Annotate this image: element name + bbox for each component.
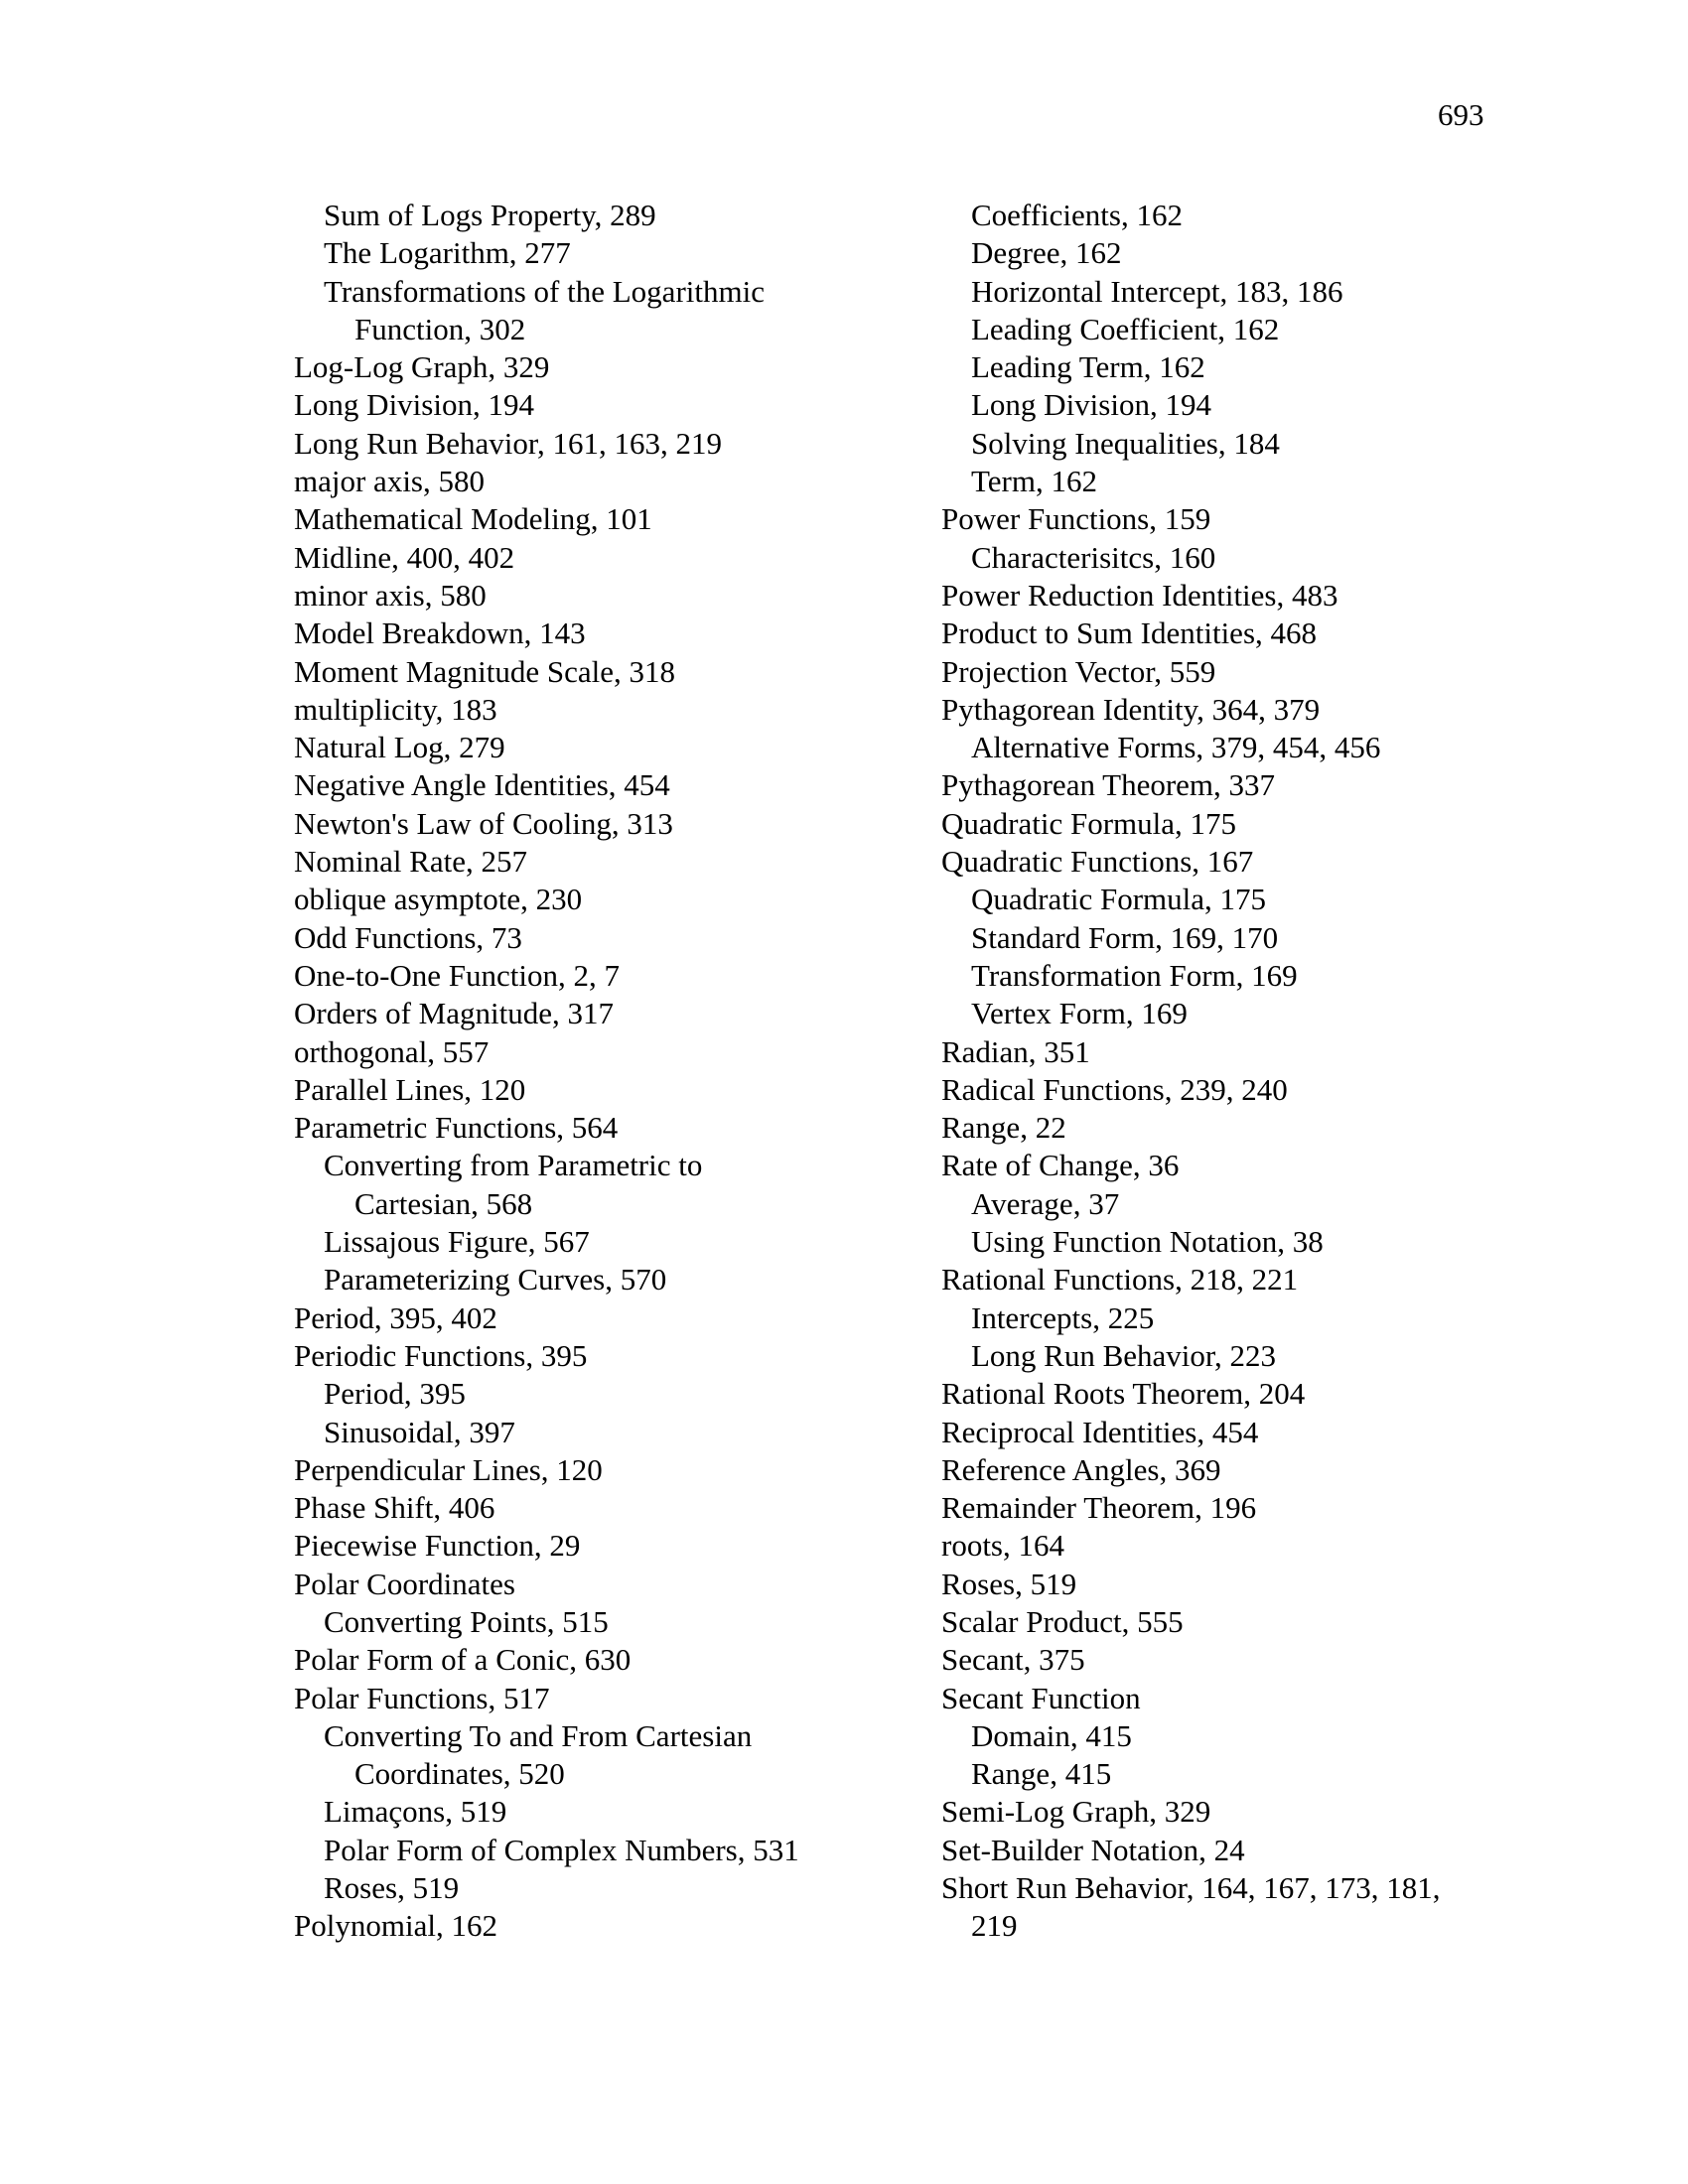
index-entry: Secant, 375 — [941, 1642, 1085, 1678]
index-entry: multiplicity, 183 — [294, 691, 497, 727]
index-entry: Period, 395, 402 — [294, 1299, 497, 1335]
index-entry: Log-Log Graph, 329 — [294, 349, 550, 385]
page-number: 693 — [1438, 97, 1484, 132]
index-entry: Polar Functions, 517 — [294, 1680, 550, 1715]
index-entry: The Logarithm, 277 — [324, 235, 571, 271]
index-entry: Long Run Behavior, 223 — [971, 1337, 1277, 1373]
index-entry: Scalar Product, 555 — [941, 1603, 1184, 1639]
index-entry: Lissajous Figure, 567 — [324, 1224, 590, 1260]
index-entry: Transformation Form, 169 — [971, 957, 1298, 993]
index-entry: Range, 22 — [941, 1110, 1066, 1146]
index-entry: Projection Vector, 559 — [941, 653, 1216, 689]
index-entry: Horizontal Intercept, 183, 186 — [971, 273, 1343, 309]
index-entry: Parameterizing Curves, 570 — [324, 1262, 667, 1297]
index-entry: Quadratic Formula, 175 — [971, 882, 1267, 917]
index-entry: Piecewise Function, 29 — [294, 1528, 581, 1564]
index-entry: Secant Function — [941, 1680, 1141, 1715]
index-entry: Rational Functions, 218, 221 — [941, 1262, 1299, 1297]
index-entry: Odd Functions, 73 — [294, 919, 522, 955]
index-entry: Degree, 162 — [971, 235, 1122, 271]
index-entry: Midline, 400, 402 — [294, 539, 515, 575]
index-entry: Domain, 415 — [971, 1717, 1132, 1753]
index-entry: Set-Builder Notation, 24 — [941, 1832, 1245, 1867]
index-entry: Reciprocal Identities, 454 — [941, 1414, 1259, 1449]
index-column — [294, 197, 799, 1946]
index-entry: Roses, 519 — [324, 1870, 460, 1906]
index-entry: Long Division, 194 — [971, 387, 1211, 423]
index-entry: major axis, 580 — [294, 464, 485, 499]
index-entry: Polar Form of Complex Numbers, 531 — [324, 1832, 799, 1867]
index-entry: Polynomial, 162 — [294, 1908, 497, 1944]
index-entry: Standard Form, 169, 170 — [971, 919, 1279, 955]
index-entry: Period, 395 — [324, 1376, 466, 1412]
index-entry: Leading Coefficient, 162 — [971, 311, 1280, 346]
index-entry: Parametric Functions, 564 — [294, 1110, 619, 1146]
index-entry: minor axis, 580 — [294, 577, 487, 613]
index-entry: Reference Angles, 369 — [941, 1451, 1221, 1487]
index-entry: Vertex Form, 169 — [971, 996, 1188, 1031]
index-entry: Sum of Logs Property, 289 — [324, 198, 656, 232]
index-entry: Power Reduction Identities, 483 — [941, 577, 1338, 613]
index-entry: oblique asymptote, 230 — [294, 882, 583, 917]
index-entry: Nominal Rate, 257 — [294, 844, 528, 880]
index-entry: Converting To and From Cartesian — [324, 1717, 753, 1753]
index-entry: Alternative Forms, 379, 454, 456 — [971, 730, 1381, 765]
index-entry: Parallel Lines, 120 — [294, 1071, 526, 1107]
index-entry: Cartesian, 568 — [354, 1185, 533, 1221]
index-entry: Quadratic Functions, 167 — [941, 844, 1254, 880]
index-entry: Rational Roots Theorem, 204 — [941, 1376, 1306, 1412]
index-entry: Pythagorean Identity, 364, 379 — [941, 691, 1321, 727]
index-entry: Converting Points, 515 — [324, 1603, 609, 1639]
index-entry: One-to-One Function, 2, 7 — [294, 957, 621, 993]
index-entry: Power Functions, 159 — [941, 501, 1211, 537]
index-entry: Polar Coordinates — [294, 1566, 515, 1601]
index-entry: Intercepts, 225 — [971, 1299, 1155, 1335]
index-entry: Natural Log, 279 — [294, 730, 505, 765]
index-column — [941, 197, 1441, 1946]
index-entry: Term, 162 — [971, 464, 1097, 499]
index-entry: Phase Shift, 406 — [294, 1490, 495, 1526]
index-entry: Newton's Law of Cooling, 313 — [294, 805, 673, 841]
index-entry: Pythagorean Theorem, 337 — [941, 767, 1276, 803]
index-entry: roots, 164 — [941, 1528, 1064, 1564]
index-entry: Characterisitcs, 160 — [971, 539, 1216, 575]
index-entry: Radian, 351 — [941, 1033, 1090, 1069]
index-entry: Leading Term, 162 — [971, 349, 1205, 385]
index-entry: Model Breakdown, 143 — [294, 615, 586, 651]
index-entry: Sinusoidal, 397 — [324, 1414, 515, 1449]
index-entry: Radical Functions, 239, 240 — [941, 1071, 1288, 1107]
index-entry: Rate of Change, 36 — [941, 1148, 1180, 1183]
index-entry: Mathematical Modeling, 101 — [294, 501, 652, 537]
index-entry: Moment Magnitude Scale, 318 — [294, 653, 675, 689]
index-entry: Orders of Magnitude, 317 — [294, 996, 614, 1031]
index-entry: Semi-Log Graph, 329 — [941, 1794, 1211, 1830]
index-entry: Short Run Behavior, 164, 167, 173, 181, — [941, 1870, 1441, 1906]
index-entry: Remainder Theorem, 196 — [941, 1490, 1257, 1526]
index-entry: Roses, 519 — [941, 1566, 1077, 1601]
index-entry: orthogonal, 557 — [294, 1033, 490, 1069]
index-entry: Long Division, 194 — [294, 387, 534, 423]
index-entry: Quadratic Formula, 175 — [941, 805, 1237, 841]
index-entry: Polar Form of a Conic, 630 — [294, 1642, 632, 1678]
index-entry: Perpendicular Lines, 120 — [294, 1451, 603, 1487]
index-entry: Product to Sum Identities, 468 — [941, 615, 1318, 651]
index-entry: 219 — [971, 1908, 1018, 1944]
index-entry: Limaçons, 519 — [324, 1794, 507, 1830]
index-entry: Average, 37 — [971, 1185, 1120, 1221]
index-entry: Negative Angle Identities, 454 — [294, 767, 670, 803]
index-entry: Range, 415 — [971, 1756, 1112, 1792]
index-entry: Using Function Notation, 38 — [971, 1224, 1324, 1260]
index-entry: Transformations of the Logarithmic — [324, 273, 765, 309]
index-entry: Solving Inequalities, 184 — [971, 425, 1280, 461]
index-entry: Converting from Parametric to — [324, 1148, 703, 1183]
index-entry: Coordinates, 520 — [354, 1756, 565, 1792]
index-entry: Function, 302 — [354, 311, 526, 346]
index-entry: Periodic Functions, 395 — [294, 1337, 588, 1373]
index-entry: Coefficients, 162 — [971, 198, 1183, 232]
index-entry: Long Run Behavior, 161, 163, 219 — [294, 425, 723, 461]
